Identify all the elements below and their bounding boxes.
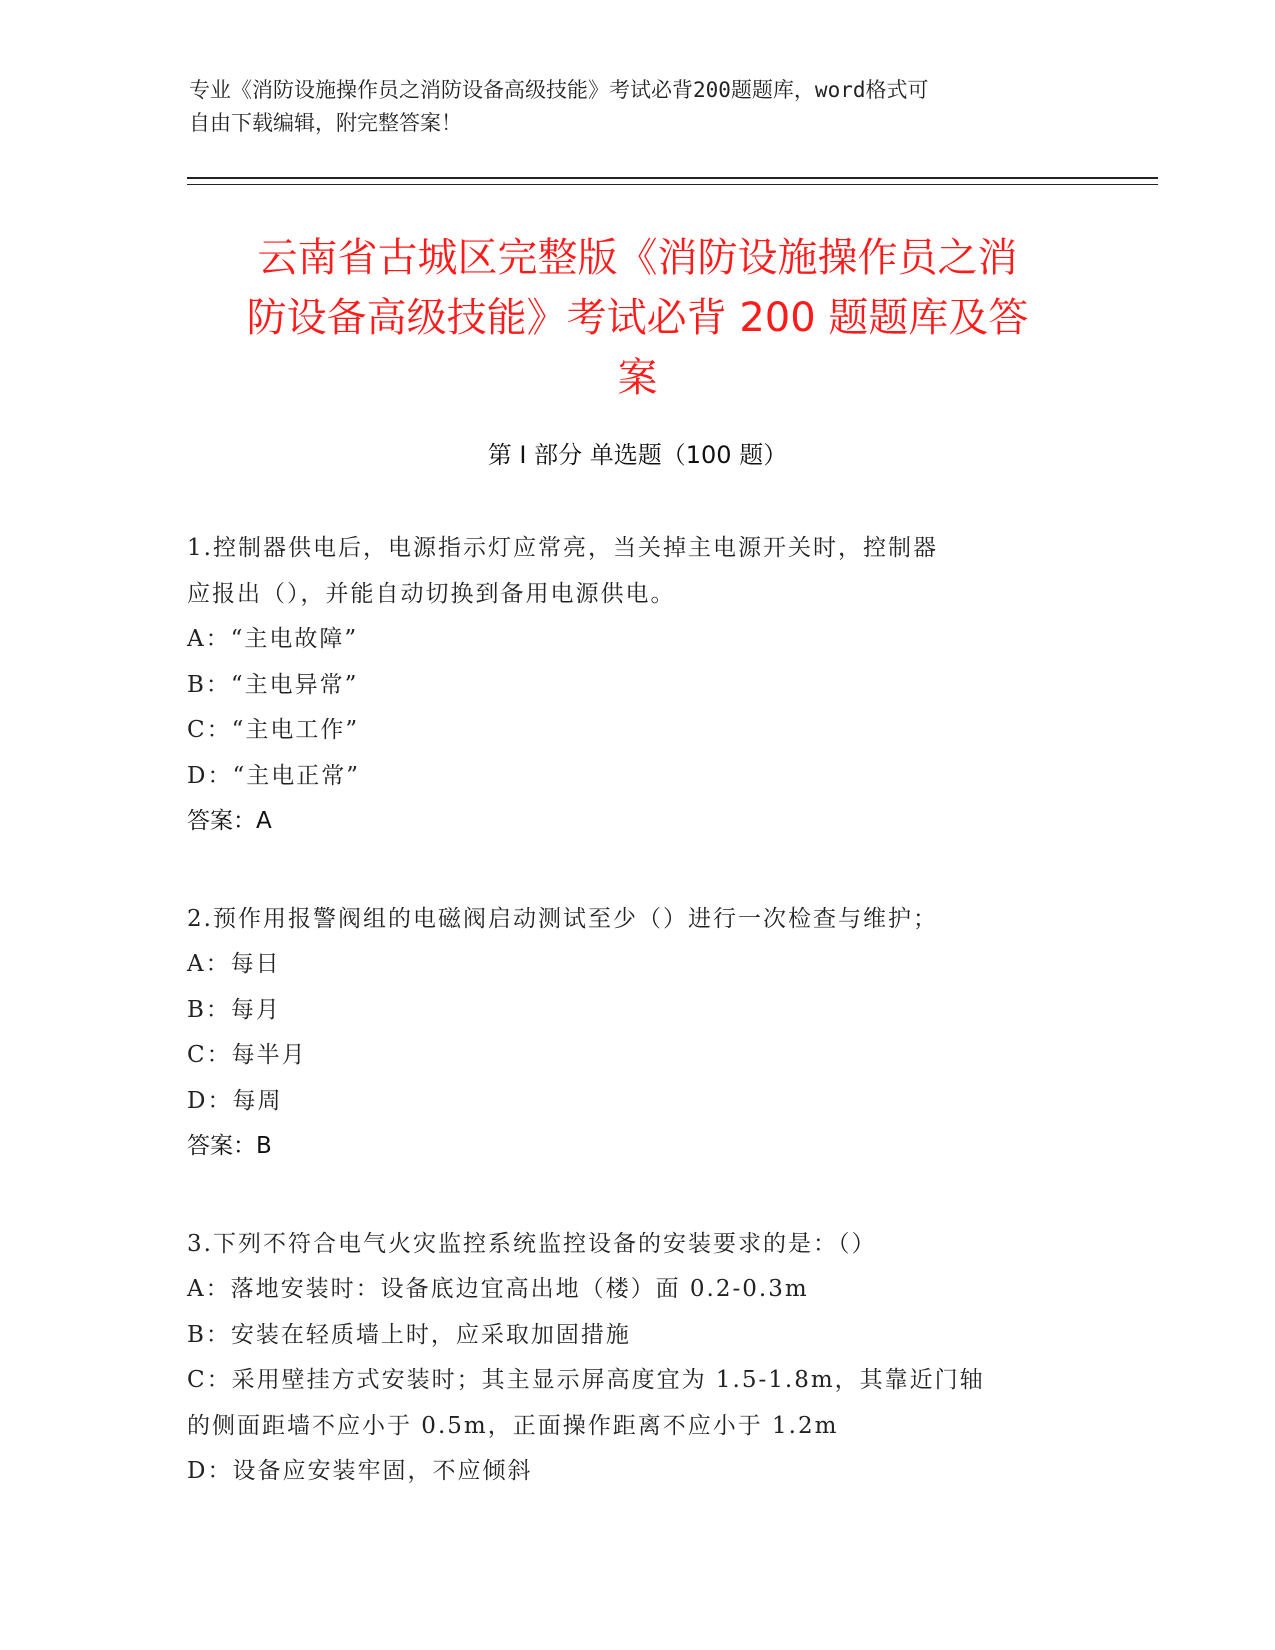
option-a: A：“主电故障” (187, 626, 359, 652)
question-3 (187, 1222, 1087, 1495)
section-heading: 第 I 部分 单选题（100 题） (487, 441, 788, 469)
option-d: D：设备应安装牢固，不应倾斜 (187, 1458, 533, 1484)
question-stem-line: 1.控制器供电后，电源指示灯应常亮，当关掉主电源开关时，控制器 (187, 535, 938, 561)
answer-line: 答案：A (187, 808, 272, 834)
option-b: B：“主电异常” (187, 671, 359, 698)
document-title (180, 228, 1095, 408)
document-title-line-2: 防设备高级技能》考试必背 200 题题库及答 (246, 295, 1029, 341)
document-title-line-1: 云南省古城区完整版《消防设施操作员之消 (257, 235, 1018, 281)
option-c: C：“主电工作” (187, 717, 360, 743)
option-b: B：安装在轻质墙上时，应采取加固措施 (187, 1321, 631, 1348)
question-list (187, 526, 1087, 1547)
header-divider-thick (187, 177, 1158, 179)
header-note (189, 74, 1089, 140)
option-b: B：每月 (187, 996, 281, 1023)
question-2 (187, 897, 1087, 1170)
option-c-continued: 的侧面距墙不应小于 0.5m，正面操作距离不应小于 1.2m (187, 1412, 839, 1439)
option-a: A：落地安装时：设备底边宜高出地（楼）面 0.2-0.3m (187, 1276, 809, 1302)
question-stem-line: 3.下列不符合电气火灾监控系统监控设备的安装要求的是：（） (187, 1230, 877, 1257)
option-a: A：每日 (187, 951, 281, 977)
header-divider-thin (187, 184, 1158, 185)
answer-line: 答案：B (187, 1133, 272, 1159)
header-note-line-2: 自由下载编辑，附完整答案！ (189, 111, 462, 135)
question-stem-line: 2.预作用报警阀组的电磁阀启动测试至少（）进行一次检查与维护； (187, 905, 938, 932)
option-c: C：采用壁挂方式安装时；其主显示屏高度宜为 1.5-1.8m，其靠近门轴 (187, 1367, 985, 1393)
document-title-line-3: 案 (617, 355, 658, 401)
question-stem-line: 应报出（），并能自动切换到备用电源供电。 (187, 580, 676, 607)
option-d: D：“主电正常” (187, 762, 360, 789)
option-d: D：每周 (187, 1087, 283, 1114)
question-1 (187, 526, 1087, 845)
option-c: C：每半月 (187, 1042, 307, 1068)
header-note-line-1: 专业《消防设施操作员之消防设备高级技能》考试必背200题题库，word格式可 (189, 78, 929, 102)
